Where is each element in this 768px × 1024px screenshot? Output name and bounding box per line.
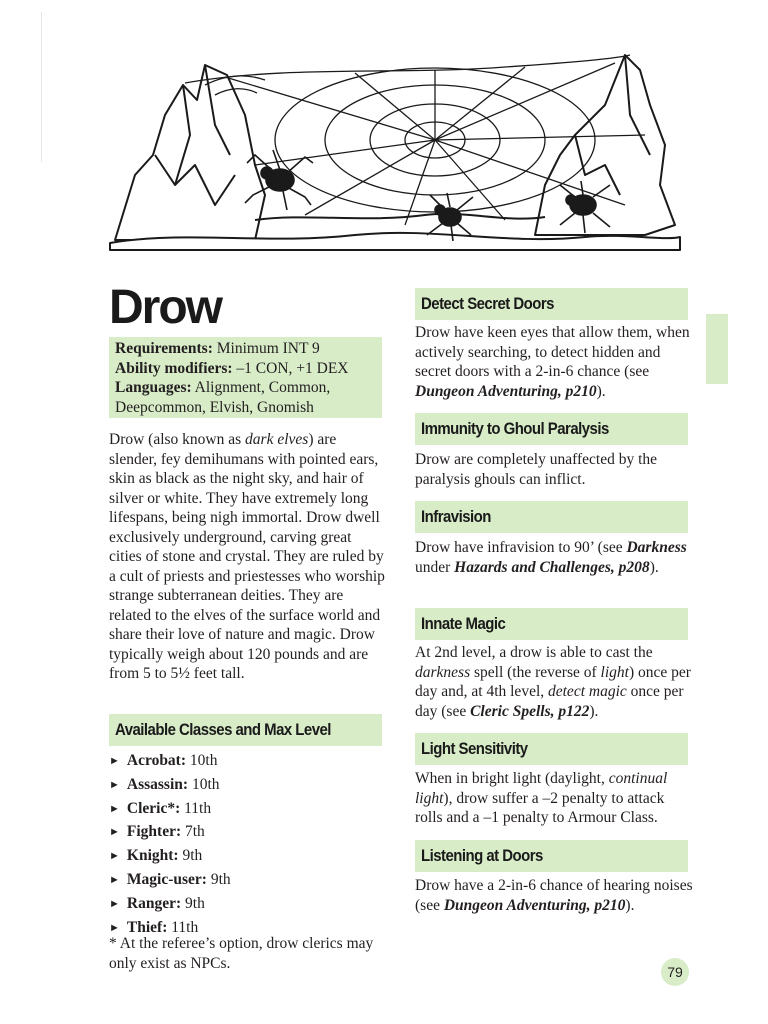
bullet-arrow-icon: ► xyxy=(109,873,120,886)
body-text: spell (the reverse of xyxy=(470,663,601,681)
class-level: 10th xyxy=(186,752,218,769)
languages-label: Languages: xyxy=(115,379,192,396)
intro-text-rest: ) are slender, fey demihumans with pointed ears, skin as black as the night sky, and hair of silver or white. They have extremely long lifespans, being nigh immortal. Drow dwell exclusively underground, carving great cities of stone and crystal. They are ruled by a cult of priests and priestesses who worship strange subterranean deities. They are related to the elves of the surface world and share their love of nature and magic. Drow typically weigh about 120 pounds and are from 5 to 5½ feet tall. xyxy=(109,431,385,682)
class-level: 9th xyxy=(206,870,231,888)
body-text: ). xyxy=(589,702,599,720)
class-level: 11th xyxy=(180,799,212,817)
light-sensitivity-heading-bar xyxy=(415,733,688,765)
listening-heading: Listening at Doors xyxy=(421,846,543,865)
listening-text xyxy=(415,876,693,915)
body-text: At 2nd level, a drow is able to cast the xyxy=(415,644,653,661)
cross-reference: Dungeon Adventuring, p210 xyxy=(415,382,597,400)
cross-reference: Hazards and Challenges, p208 xyxy=(454,558,650,576)
languages-value: Alignment, Common, Deepcommon, Elvish, Gnomish xyxy=(115,379,331,416)
intro-italic-term: dark elves xyxy=(245,431,309,448)
spell-name: light xyxy=(600,663,629,681)
cleric-footnote: * At the referee’s option, drow clerics may only exist as NPCs. xyxy=(109,935,374,972)
classes-heading-bar xyxy=(109,714,382,746)
class-item xyxy=(109,869,231,893)
page-margin-line xyxy=(41,12,42,162)
listening-heading-bar xyxy=(415,840,688,872)
class-level: 9th xyxy=(178,847,203,865)
body-text: ). xyxy=(625,896,635,914)
innate-magic-heading: Innate Magic xyxy=(421,614,506,633)
innate-magic-heading-bar xyxy=(415,608,688,640)
class-name: Ranger: xyxy=(126,894,182,912)
light-sensitivity-text xyxy=(415,769,693,828)
infravision-text xyxy=(415,538,693,577)
class-name: Assassin: xyxy=(126,775,189,793)
class-level: 10th xyxy=(188,775,220,793)
cross-reference: Cleric Spells, p122 xyxy=(470,702,590,720)
class-name: Knight: xyxy=(126,847,179,865)
spell-name: darkness xyxy=(415,663,471,681)
ability-modifiers-label: Ability modifiers: xyxy=(115,359,233,377)
classes-list xyxy=(109,750,231,940)
classes-heading: Available Classes and Max Level xyxy=(115,720,331,739)
class-name: Cleric*: xyxy=(126,799,181,817)
spider-web-illustration xyxy=(105,45,685,255)
light-sensitivity-heading: Light Sensitivity xyxy=(421,739,528,758)
bullet-arrow-icon: ► xyxy=(109,802,120,815)
body-text: Drow have keen eyes that allow them, when actively searching, to detect hidden and secret doors with a 2-in-6 chance (see xyxy=(415,324,690,380)
page-title: Drow xyxy=(109,281,221,334)
spell-name: detect magic xyxy=(548,683,627,700)
body-text: ) once per day and, at 4th level, xyxy=(415,663,691,700)
class-name: Fighter: xyxy=(126,823,182,841)
bullet-arrow-icon: ► xyxy=(109,755,120,767)
bullet-arrow-icon: ► xyxy=(109,826,120,839)
class-item xyxy=(109,845,231,869)
page-number: 79 xyxy=(661,958,689,986)
body-text: once per day (see xyxy=(415,683,684,720)
body-text: ). xyxy=(649,558,659,576)
class-level: 7th xyxy=(181,823,205,841)
detect-secret-doors-heading: Detect Secret Doors xyxy=(421,294,554,313)
body-text: Drow have a 2-in-6 chance of hearing noises (see xyxy=(415,877,693,914)
class-name: Thief: xyxy=(126,918,168,936)
bullet-arrow-icon: ► xyxy=(109,850,120,863)
body-text: When in bright light (daylight, xyxy=(415,770,609,787)
class-name: Acrobat: xyxy=(126,752,187,769)
class-name: Magic-user: xyxy=(126,870,207,888)
requirements-value: Minimum INT 9 xyxy=(212,340,320,357)
detect-secret-doors-heading-bar xyxy=(415,288,688,320)
class-item xyxy=(109,774,231,798)
class-item xyxy=(109,893,231,917)
cross-reference: Dungeon Adventuring, p210 xyxy=(443,896,626,914)
bullet-arrow-icon: ► xyxy=(109,921,120,934)
bullet-arrow-icon: ► xyxy=(109,778,120,791)
innate-magic-text xyxy=(415,643,693,721)
immunity-heading: Immunity to Ghoul Paralysis xyxy=(421,419,609,438)
ability-modifiers-line xyxy=(115,359,376,379)
class-item xyxy=(109,798,231,822)
class-level: 9th xyxy=(181,894,205,912)
immunity-heading-bar xyxy=(415,413,688,445)
infravision-heading: Infravision xyxy=(421,507,491,526)
ability-modifiers-value: –1 CON, +1 DEX xyxy=(232,359,349,377)
chapter-tab-marker xyxy=(706,314,728,384)
requirements-line xyxy=(115,339,376,359)
class-item xyxy=(109,821,231,845)
languages-line xyxy=(115,378,376,417)
requirements-box xyxy=(109,337,382,418)
requirements-label: Requirements: xyxy=(115,340,213,357)
cross-reference: Darkness xyxy=(626,539,687,556)
body-text: ). xyxy=(596,382,606,400)
body-text: under xyxy=(415,558,455,576)
intro-paragraph xyxy=(109,430,385,684)
body-text: Drow have infravision to 90’ (see xyxy=(415,539,627,556)
bullet-arrow-icon: ► xyxy=(109,897,120,910)
class-level: 11th xyxy=(167,918,199,936)
infravision-heading-bar xyxy=(415,501,688,533)
spell-name: continual light xyxy=(415,770,668,807)
detect-secret-doors-text xyxy=(415,323,693,401)
body-text: ), drow suffer a –2 penalty to attack rolls and a –1 penalty to Armour Class. xyxy=(415,789,665,826)
class-item xyxy=(109,750,231,774)
intro-text: Drow (also known as xyxy=(109,431,246,448)
immunity-text: Drow are completely unaffected by the paralysis ghouls can inflict. xyxy=(415,451,658,488)
